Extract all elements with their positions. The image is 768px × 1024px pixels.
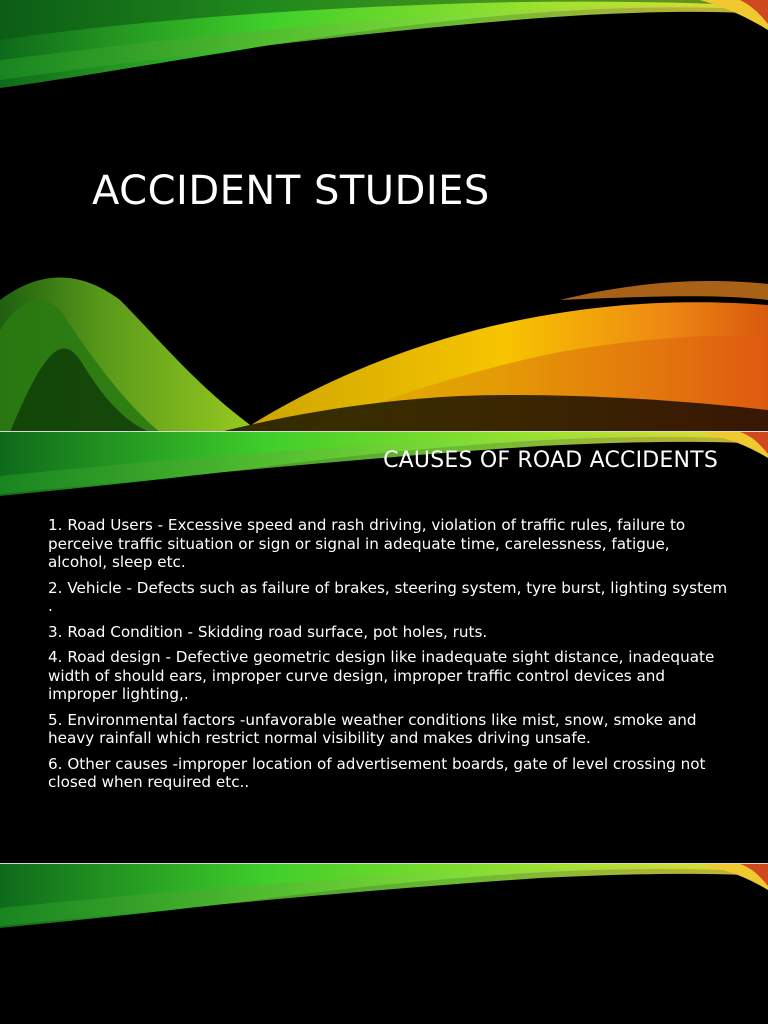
causes-slide bbox=[0, 432, 768, 864]
top-swoosh-decoration bbox=[0, 0, 768, 432]
header-swoosh-decoration bbox=[0, 864, 768, 944]
slide-heading: CAUSES OF ROAD ACCIDENTS bbox=[383, 448, 718, 473]
list-item: 2. Vehicle - Defects such as failure of brakes, steering system, tyre burst, lighting system . bbox=[48, 578, 728, 615]
list-item: 4. Road design - Defective geometric design like inadequate sight distance, inadequate width of should ears, improper curve design, improper traffic control devices and improper lighting,. bbox=[48, 648, 715, 703]
causes-list bbox=[48, 516, 728, 799]
list-item: 3. Road Condition - Skidding road surface, pot holes, ruts. bbox=[48, 622, 488, 641]
slide-title: ACCIDENT STUDIES bbox=[92, 168, 490, 214]
next-slide-partial bbox=[0, 864, 768, 1024]
list-item: 6. Other causes -improper location of advertisement boards, gate of level crossing not closed when required etc.. bbox=[48, 754, 706, 791]
title-slide bbox=[0, 0, 768, 432]
list-item: 5. Environmental factors -unfavorable weather conditions like mist, snow, smoke and heavy rainfall which restrict normal visibility and makes driving unsafe. bbox=[48, 710, 697, 747]
list-item: 1. Road Users - Excessive speed and rash driving, violation of traffic rules, failure to perceive traffic situation or sign or signal in adequate time, carelessness, fatigue, alcohol, sleep etc. bbox=[48, 516, 686, 571]
